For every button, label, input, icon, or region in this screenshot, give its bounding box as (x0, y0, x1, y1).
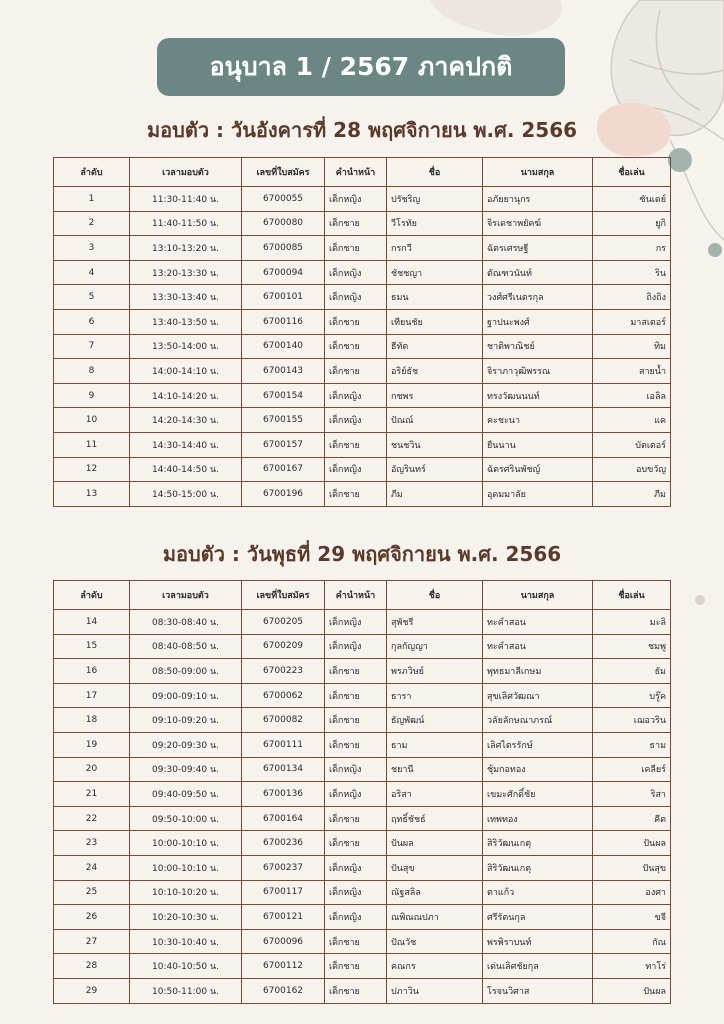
cell-first-name: ปันผล (387, 831, 483, 856)
cell-app-no: 6700082 (242, 708, 325, 733)
cell-prefix: เด็กชาย (325, 432, 387, 457)
cell-last-name: พุทธมาลีเกษม (483, 659, 593, 684)
cell-no: 12 (54, 457, 130, 482)
table-row (54, 806, 671, 831)
cell-nickname: เอลิล (593, 383, 671, 408)
day1-table-body (54, 187, 671, 507)
cell-last-name: ฐาปนะพงศ์ (483, 309, 593, 334)
col-header-time: เวลามอบตัว (130, 581, 242, 610)
cell-nickname: ธาม (593, 732, 671, 757)
table-row (54, 285, 671, 310)
cell-prefix: เด็กหญิง (325, 757, 387, 782)
cell-prefix: เด็กหญิง (325, 383, 387, 408)
cell-no: 5 (54, 285, 130, 310)
cell-time: 14:00-14:10 น. (130, 359, 242, 384)
cell-last-name: ยืนนาน (483, 432, 593, 457)
cell-prefix: เด็กชาย (325, 683, 387, 708)
cell-time: 13:10-13:20 น. (130, 236, 242, 261)
cell-app-no: 6700237 (242, 855, 325, 880)
cell-first-name: อริสา (387, 782, 483, 807)
cell-app-no: 6700154 (242, 383, 325, 408)
cell-last-name: วลัยลักษณาภรณ์ (483, 708, 593, 733)
col-header-nickname: ชื่อเล่น (593, 581, 671, 610)
cell-first-name: ธารา (387, 683, 483, 708)
cell-first-name: ณัฐสลิล (387, 880, 483, 905)
cell-first-name: ปรัชริญ (387, 187, 483, 212)
cell-prefix: เด็กชาย (325, 211, 387, 236)
table-row (54, 905, 671, 930)
cell-time: 14:40-14:50 น. (130, 457, 242, 482)
cell-prefix: เด็กหญิง (325, 782, 387, 807)
cell-prefix: เด็กชาย (325, 954, 387, 979)
cell-no: 20 (54, 757, 130, 782)
cell-last-name: อภัยยานุกร (483, 187, 593, 212)
cell-no: 26 (54, 905, 130, 930)
table-row (54, 634, 671, 659)
cell-first-name: ฤทธิ์ชัชธ์ (387, 806, 483, 831)
table-row (54, 408, 671, 433)
cell-last-name: ฉัตรเศรษฐี (483, 236, 593, 261)
cell-app-no: 6700155 (242, 408, 325, 433)
cell-app-no: 6700101 (242, 285, 325, 310)
cell-nickname: ปันผล (593, 978, 671, 1003)
cell-app-no: 6700136 (242, 782, 325, 807)
table-row (54, 309, 671, 334)
cell-nickname: มาสเตอร์ (593, 309, 671, 334)
day2-heading: มอบตัว : วันพุธที่ 29 พฤศจิกายน พ.ศ. 2566 (162, 542, 562, 566)
cell-first-name: กรกวี (387, 236, 483, 261)
table-row (54, 683, 671, 708)
cell-last-name: ทะคำสอน (483, 634, 593, 659)
cell-no: 9 (54, 383, 130, 408)
cell-last-name: โรจนวิศาส (483, 978, 593, 1003)
cell-prefix: เด็กหญิง (325, 905, 387, 930)
cell-app-no: 6700223 (242, 659, 325, 684)
table-row (54, 954, 671, 979)
cell-app-no: 6700162 (242, 978, 325, 1003)
table-row (54, 482, 671, 507)
cell-app-no: 6700094 (242, 260, 325, 285)
cell-app-no: 6700164 (242, 806, 325, 831)
cell-time: 13:50-14:00 น. (130, 334, 242, 359)
cell-time: 13:40-13:50 น. (130, 309, 242, 334)
cell-time: 08:30-08:40 น. (130, 610, 242, 635)
col-header-app-no: เลขที่ใบสมัคร (242, 581, 325, 610)
cell-prefix: เด็กชาย (325, 659, 387, 684)
cell-app-no: 6700112 (242, 954, 325, 979)
cell-no: 27 (54, 929, 130, 954)
cell-time: 09:10-09:20 น. (130, 708, 242, 733)
cell-app-no: 6700080 (242, 211, 325, 236)
table-row (54, 260, 671, 285)
cell-nickname: มะลิ (593, 610, 671, 635)
cell-nickname: ภีม (593, 482, 671, 507)
table-header-row (54, 158, 671, 187)
cell-prefix: เด็กชาย (325, 334, 387, 359)
day1-heading: มอบตัว : วันอังคารที่ 28 พฤศจิกายน พ.ศ. 2566 (146, 118, 578, 142)
cell-time: 10:00-10:10 น. (130, 831, 242, 856)
cell-app-no: 6700117 (242, 880, 325, 905)
cell-first-name: ธัญพัฒน์ (387, 708, 483, 733)
cell-prefix: เด็กชาย (325, 929, 387, 954)
cell-last-name: ทะคำสอน (483, 610, 593, 635)
cell-prefix: เด็กชาย (325, 978, 387, 1003)
table-row (54, 359, 671, 384)
cell-nickname: ยูกิ (593, 211, 671, 236)
cell-app-no: 6700111 (242, 732, 325, 757)
cell-no: 15 (54, 634, 130, 659)
cell-time: 14:30-14:40 น. (130, 432, 242, 457)
cell-app-no: 6700085 (242, 236, 325, 261)
cell-no: 2 (54, 211, 130, 236)
table-row (54, 831, 671, 856)
cell-first-name: เทียนชัย (387, 309, 483, 334)
cell-nickname: ริสา (593, 782, 671, 807)
cell-first-name: ณพิณณปภา (387, 905, 483, 930)
cell-prefix: เด็กชาย (325, 708, 387, 733)
cell-app-no: 6700167 (242, 457, 325, 482)
cell-prefix: เด็กหญิง (325, 408, 387, 433)
cell-no: 3 (54, 236, 130, 261)
cell-no: 10 (54, 408, 130, 433)
col-header-first-name: ชื่อ (387, 158, 483, 187)
cell-last-name: จิราภาวุฒิพรรณ (483, 359, 593, 384)
cell-last-name: วงศ์ศรีเนตรกุล (483, 285, 593, 310)
cell-time: 10:00-10:10 น. (130, 855, 242, 880)
cell-no: 6 (54, 309, 130, 334)
cell-no: 17 (54, 683, 130, 708)
cell-last-name: ตาแก้ว (483, 880, 593, 905)
cell-last-name: ฉัตรศรินพัชญ์ (483, 457, 593, 482)
cell-last-name: สิริวัฒนเกตุ (483, 855, 593, 880)
cell-no: 7 (54, 334, 130, 359)
cell-app-no: 6700196 (242, 482, 325, 507)
cell-app-no: 6700121 (242, 905, 325, 930)
cell-prefix: เด็กหญิง (325, 634, 387, 659)
day2-table-body (54, 610, 671, 1004)
cell-app-no: 6700140 (242, 334, 325, 359)
cell-first-name: กุลกัญญา (387, 634, 483, 659)
cell-app-no: 6700134 (242, 757, 325, 782)
cell-prefix: เด็กชาย (325, 732, 387, 757)
cell-last-name: ตัณฑวนันท์ (483, 260, 593, 285)
cell-no: 18 (54, 708, 130, 733)
cell-first-name: ธีทัต (387, 334, 483, 359)
cell-no: 1 (54, 187, 130, 212)
cell-nickname: ริน (593, 260, 671, 285)
cell-prefix: เด็กชาย (325, 236, 387, 261)
col-header-prefix: คำนำหน้า (325, 158, 387, 187)
cell-time: 14:50-15:00 น. (130, 482, 242, 507)
cell-time: 08:40-08:50 น. (130, 634, 242, 659)
table-row (54, 659, 671, 684)
cell-nickname: แค (593, 408, 671, 433)
cell-time: 10:10-10:20 น. (130, 880, 242, 905)
cell-no: 19 (54, 732, 130, 757)
cell-no: 23 (54, 831, 130, 856)
cell-nickname: องศา (593, 880, 671, 905)
cell-time: 09:40-09:50 น. (130, 782, 242, 807)
table-row (54, 880, 671, 905)
cell-first-name: สุพัชรี (387, 610, 483, 635)
cell-last-name: อุดมมาลัย (483, 482, 593, 507)
cell-time: 08:50-09:00 น. (130, 659, 242, 684)
cell-no: 22 (54, 806, 130, 831)
cell-nickname: กัณ (593, 929, 671, 954)
cell-first-name: ปภาวิน (387, 978, 483, 1003)
table-row (54, 187, 671, 212)
cell-no: 8 (54, 359, 130, 384)
cell-prefix: เด็กชาย (325, 359, 387, 384)
cell-time: 10:50-11:00 น. (130, 978, 242, 1003)
table-row (54, 211, 671, 236)
col-header-last-name: นามสกุล (483, 581, 593, 610)
table-header-row (54, 581, 671, 610)
col-header-time: เวลามอบตัว (130, 158, 242, 187)
cell-no: 13 (54, 482, 130, 507)
cell-no: 4 (54, 260, 130, 285)
cell-first-name: ปันสุข (387, 855, 483, 880)
cell-prefix: เด็กหญิง (325, 610, 387, 635)
cell-first-name: กชพร (387, 383, 483, 408)
cell-last-name: คะชะนา (483, 408, 593, 433)
cell-nickname: ปันผล (593, 831, 671, 856)
cell-prefix: เด็กหญิง (325, 285, 387, 310)
cell-first-name: วีโรทัย (387, 211, 483, 236)
cell-last-name: ชาติพาณิชย์ (483, 334, 593, 359)
cell-first-name: ธาม (387, 732, 483, 757)
cell-no: 28 (54, 954, 130, 979)
cell-time: 10:20-10:30 น. (130, 905, 242, 930)
col-header-last-name: นามสกุล (483, 158, 593, 187)
cell-last-name: ทรงวัฒนนนท์ (483, 383, 593, 408)
cell-nickname: เฌอวริน (593, 708, 671, 733)
cell-nickname: ถิงถิง (593, 285, 671, 310)
col-header-app-no: เลขที่ใบสมัคร (242, 158, 325, 187)
table-row (54, 383, 671, 408)
cell-nickname: เคลียร์ (593, 757, 671, 782)
cell-first-name: ปัณณ์ (387, 408, 483, 433)
cell-prefix: เด็กชาย (325, 831, 387, 856)
table-row (54, 334, 671, 359)
table-row (54, 236, 671, 261)
cell-time: 14:10-14:20 น. (130, 383, 242, 408)
cell-time: 11:40-11:50 น. (130, 211, 242, 236)
cell-nickname: ทิม (593, 334, 671, 359)
cell-nickname: สายน้ำ (593, 359, 671, 384)
cell-last-name: สุขเลิศวัฒณา (483, 683, 593, 708)
cell-last-name: เทพทอง (483, 806, 593, 831)
cell-first-name: ชนชวิน (387, 432, 483, 457)
col-header-prefix: คำนำหน้า (325, 581, 387, 610)
cell-nickname: กร (593, 236, 671, 261)
cell-nickname: ธัม (593, 659, 671, 684)
cell-nickname: บัตเตอร์ (593, 432, 671, 457)
cell-prefix: เด็กหญิง (325, 260, 387, 285)
cell-first-name: ชยานี (387, 757, 483, 782)
cell-no: 24 (54, 855, 130, 880)
day2-table (53, 580, 671, 1004)
cell-prefix: เด็กหญิง (325, 187, 387, 212)
cell-last-name: ศรีรัตนกุล (483, 905, 593, 930)
table-row (54, 757, 671, 782)
cell-app-no: 6700205 (242, 610, 325, 635)
cell-nickname: ขจี (593, 905, 671, 930)
cell-nickname: บรู๊ค (593, 683, 671, 708)
col-header-no: ลำดับ (54, 158, 130, 187)
cell-no: 14 (54, 610, 130, 635)
cell-last-name: เขมะศักดิ์ชัย (483, 782, 593, 807)
cell-time: 09:30-09:40 น. (130, 757, 242, 782)
table-row (54, 855, 671, 880)
cell-nickname: ชมพู (593, 634, 671, 659)
cell-nickname: อบขวัญ (593, 457, 671, 482)
table-row (54, 929, 671, 954)
cell-app-no: 6700143 (242, 359, 325, 384)
cell-no: 11 (54, 432, 130, 457)
cell-time: 13:30-13:40 น. (130, 285, 242, 310)
table-row (54, 978, 671, 1003)
cell-nickname: ซันเดย์ (593, 187, 671, 212)
cell-time: 09:20-09:30 น. (130, 732, 242, 757)
col-header-nickname: ชื่อเล่น (593, 158, 671, 187)
day1-table (53, 157, 671, 507)
cell-nickname: คีต (593, 806, 671, 831)
cell-no: 21 (54, 782, 130, 807)
cell-first-name: คณกร (387, 954, 483, 979)
col-header-first-name: ชื่อ (387, 581, 483, 610)
table-row (54, 732, 671, 757)
col-header-no: ลำดับ (54, 581, 130, 610)
cell-app-no: 6700209 (242, 634, 325, 659)
cell-no: 16 (54, 659, 130, 684)
cell-prefix: เด็กหญิง (325, 880, 387, 905)
cell-prefix: เด็กชาย (325, 309, 387, 334)
cell-time: 09:50-10:00 น. (130, 806, 242, 831)
cell-no: 25 (54, 880, 130, 905)
table-row (54, 708, 671, 733)
cell-last-name: พรพิราบนท์ (483, 929, 593, 954)
cell-first-name: ธมน (387, 285, 483, 310)
cell-app-no: 6700236 (242, 831, 325, 856)
cell-prefix: เด็กหญิง (325, 855, 387, 880)
cell-first-name: ปัณวัช (387, 929, 483, 954)
cell-time: 11:30-11:40 น. (130, 187, 242, 212)
cell-prefix: เด็กชาย (325, 806, 387, 831)
cell-first-name: ภีม (387, 482, 483, 507)
cell-first-name: อริย์ธัช (387, 359, 483, 384)
cell-app-no: 6700055 (242, 187, 325, 212)
table-row (54, 457, 671, 482)
cell-time: 14:20-14:30 น. (130, 408, 242, 433)
cell-no: 29 (54, 978, 130, 1003)
cell-time: 13:20-13:30 น. (130, 260, 242, 285)
cell-first-name: ชัชชญา (387, 260, 483, 285)
cell-last-name: เลิศไตรรักษ์ (483, 732, 593, 757)
cell-first-name: อัญรินทร์ (387, 457, 483, 482)
cell-app-no: 6700096 (242, 929, 325, 954)
cell-app-no: 6700062 (242, 683, 325, 708)
cell-time: 10:40-10:50 น. (130, 954, 242, 979)
table-row (54, 782, 671, 807)
table-row (54, 610, 671, 635)
page-title: อนุบาล 1 / 2567 ภาคปกติ (157, 38, 565, 96)
cell-time: 09:00-09:10 น. (130, 683, 242, 708)
cell-time: 10:30-10:40 น. (130, 929, 242, 954)
cell-nickname: ปันสุข (593, 855, 671, 880)
cell-last-name: สิริวัฒนเกตุ (483, 831, 593, 856)
cell-prefix: เด็กชาย (325, 482, 387, 507)
cell-app-no: 6700157 (242, 432, 325, 457)
table-row (54, 432, 671, 457)
cell-first-name: พรภวิษย์ (387, 659, 483, 684)
cell-last-name: เด่นเลิศชัยกุล (483, 954, 593, 979)
cell-last-name: จิรเดชาพยัคฆ์ (483, 211, 593, 236)
cell-last-name: ชุ้มกอทอง (483, 757, 593, 782)
cell-prefix: เด็กหญิง (325, 457, 387, 482)
cell-nickname: ทาโร่ (593, 954, 671, 979)
cell-app-no: 6700116 (242, 309, 325, 334)
